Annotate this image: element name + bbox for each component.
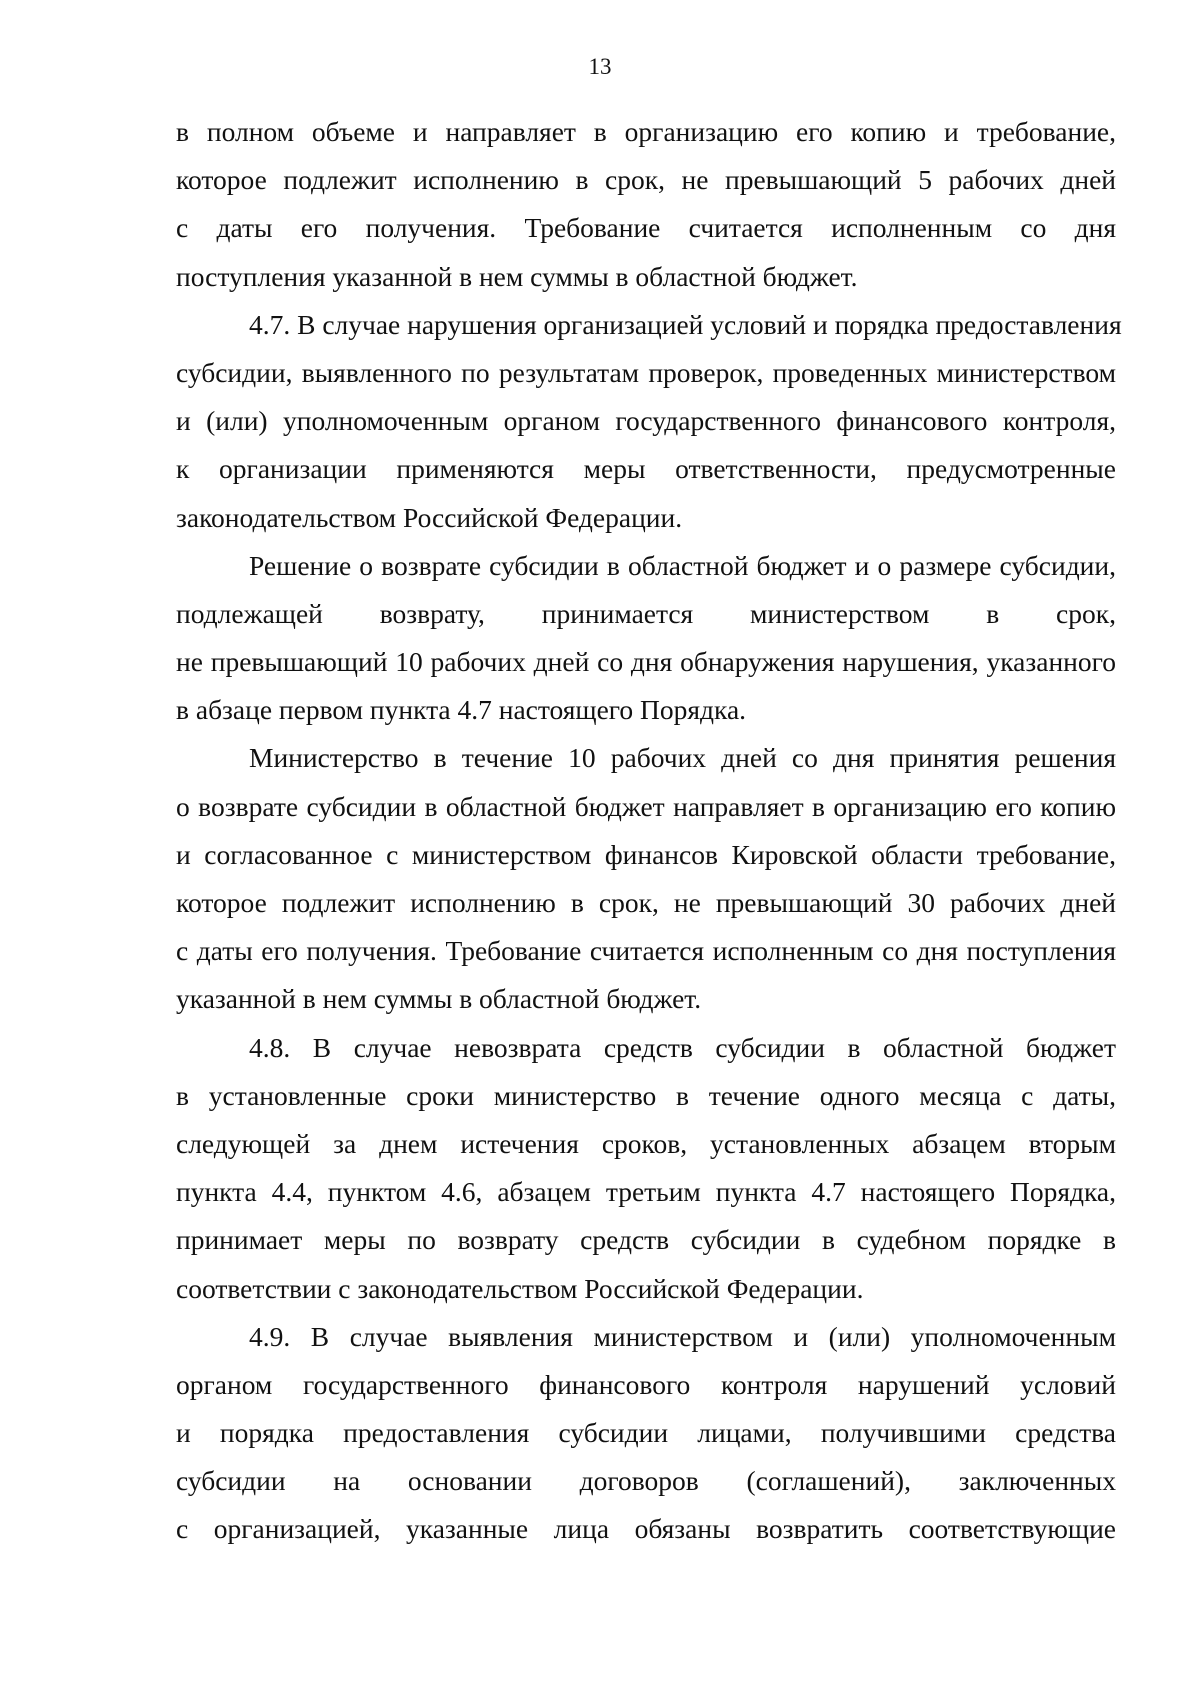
paragraph bbox=[176, 108, 1116, 301]
paragraph-4-8 bbox=[176, 1024, 1116, 1313]
text-line: Министерство в течение 10 рабочих дней со дня принятия решения bbox=[249, 742, 1116, 774]
text-line: в абзаце первом пункта 4.7 настоящего Порядка. bbox=[176, 694, 747, 726]
text-line: о возврате субсидии в областной бюджет направляет в организацию его копию bbox=[176, 790, 1116, 822]
text-line: субсидии, выявленного по результатам проверок, проведенных министерством bbox=[176, 356, 1116, 388]
text-line: пункта 4.4, пунктом 4.6, абзацем третьим пункта 4.7 настоящего Порядка, bbox=[176, 1176, 1116, 1208]
text-line: указанной в нем суммы в областной бюджет. bbox=[176, 983, 702, 1015]
text-line: Решение о возврате субсидии в областной бюджет и о размере субсидии, bbox=[249, 549, 1116, 581]
paragraph-4-7 bbox=[176, 301, 1122, 542]
text-line: органом государственного финансового контроля нарушений условий bbox=[176, 1368, 1116, 1400]
text-line: которое подлежит исполнению в срок, не превышающий 5 рабочих дней bbox=[176, 164, 1116, 196]
text-line: поступления указанной в нем суммы в областной бюджет. bbox=[176, 260, 858, 292]
paragraph-4-9 bbox=[176, 1313, 1116, 1554]
paragraph bbox=[176, 734, 1116, 1023]
text-line: в установленные сроки министерство в течение одного месяца с даты, bbox=[176, 1079, 1116, 1111]
paragraph bbox=[176, 542, 1116, 735]
text-line: подлежащей возврату, принимается министерством в срок, bbox=[176, 597, 1116, 629]
text-line: к организации применяются меры ответственности, предусмотренные bbox=[176, 453, 1116, 485]
text-line: 4.8. В случае невозврата средств субсидии в областной бюджет bbox=[249, 1031, 1116, 1063]
text-line: не превышающий 10 рабочих дней со дня обнаружения нарушения, указанного bbox=[176, 646, 1116, 678]
document-body bbox=[176, 108, 1122, 1554]
text-line: принимает меры по возврату средств субсидии в судебном порядке в bbox=[176, 1224, 1116, 1256]
text-line: и (или) уполномоченным органом государственного финансового контроля, bbox=[176, 405, 1116, 437]
text-line: с даты его получения. Требование считается исполненным со дня поступления bbox=[176, 935, 1116, 967]
text-line: с организацией, указанные лица обязаны возвратить соответствующие bbox=[176, 1513, 1116, 1545]
text-line: субсидии на основании договоров (соглашений), заключенных bbox=[176, 1465, 1116, 1497]
text-line: 4.9. В случае выявления министерством и (или) уполномоченным bbox=[249, 1320, 1116, 1352]
text-line: которое подлежит исполнению в срок, не превышающий 30 рабочих дней bbox=[176, 887, 1116, 918]
text-line: и согласованное с министерством финансов Кировской области требование, bbox=[176, 838, 1116, 870]
text-line: с даты его получения. Требование считается исполненным со дня bbox=[176, 212, 1116, 244]
text-line: законодательством Российской Федерации. bbox=[176, 501, 683, 533]
text-line: соответствии с законодательством Российской Федерации. bbox=[176, 1272, 864, 1304]
text-line: следующей за днем истечения сроков, установленных абзацем вторым bbox=[176, 1127, 1116, 1159]
page-number: 13 bbox=[588, 54, 612, 79]
text-line: 4.7. В случае нарушения организацией условий и порядка предоставления bbox=[249, 308, 1122, 340]
text-line: и порядка предоставления субсидии лицами, получившими средства bbox=[176, 1417, 1116, 1449]
text-line: в полном объеме и направляет в организацию его копию и требование, bbox=[176, 116, 1116, 147]
